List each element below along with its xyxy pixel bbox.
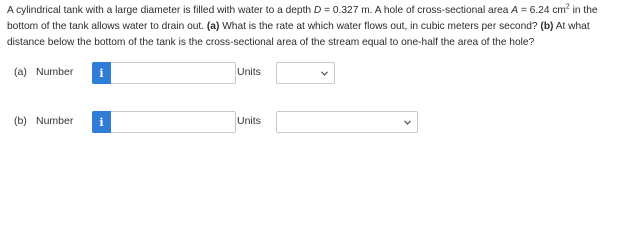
part-label-a: (a) — [14, 66, 27, 78]
chevron-down-icon — [321, 71, 328, 76]
units-select-b[interactable] — [276, 111, 418, 133]
info-button-a[interactable] — [92, 62, 111, 84]
question-text: A cylindrical tank with a large diameter is filled with water to a depth D = 0.327 m. A hole of cross-sectional area A = 6.24 $cm^2$ in the bottom of the tank allows water to drain out. (a) What is the rate at which water flows out, in cubic meters per second? (b) At what distance below the bottom of the tank is the cross-sectional area of the stream equal to one-half the area of the hole? — [7, 3, 598, 48]
part-label-b: (b) — [14, 115, 27, 127]
answer-row-b — [14, 111, 614, 133]
units-select-a[interactable] — [276, 62, 335, 84]
units-label-a: Units — [237, 66, 261, 78]
number-label-a: Number — [36, 66, 74, 78]
chevron-down-icon — [404, 120, 411, 125]
number-input-b[interactable] — [111, 111, 236, 133]
number-input-a[interactable] — [111, 62, 236, 84]
answer-row-a — [14, 62, 614, 84]
info-icon: i — [99, 115, 104, 129]
info-icon: i — [99, 66, 104, 80]
units-label-b: Units — [237, 115, 261, 127]
info-button-b[interactable] — [92, 111, 111, 133]
number-label-b: Number — [36, 115, 74, 127]
